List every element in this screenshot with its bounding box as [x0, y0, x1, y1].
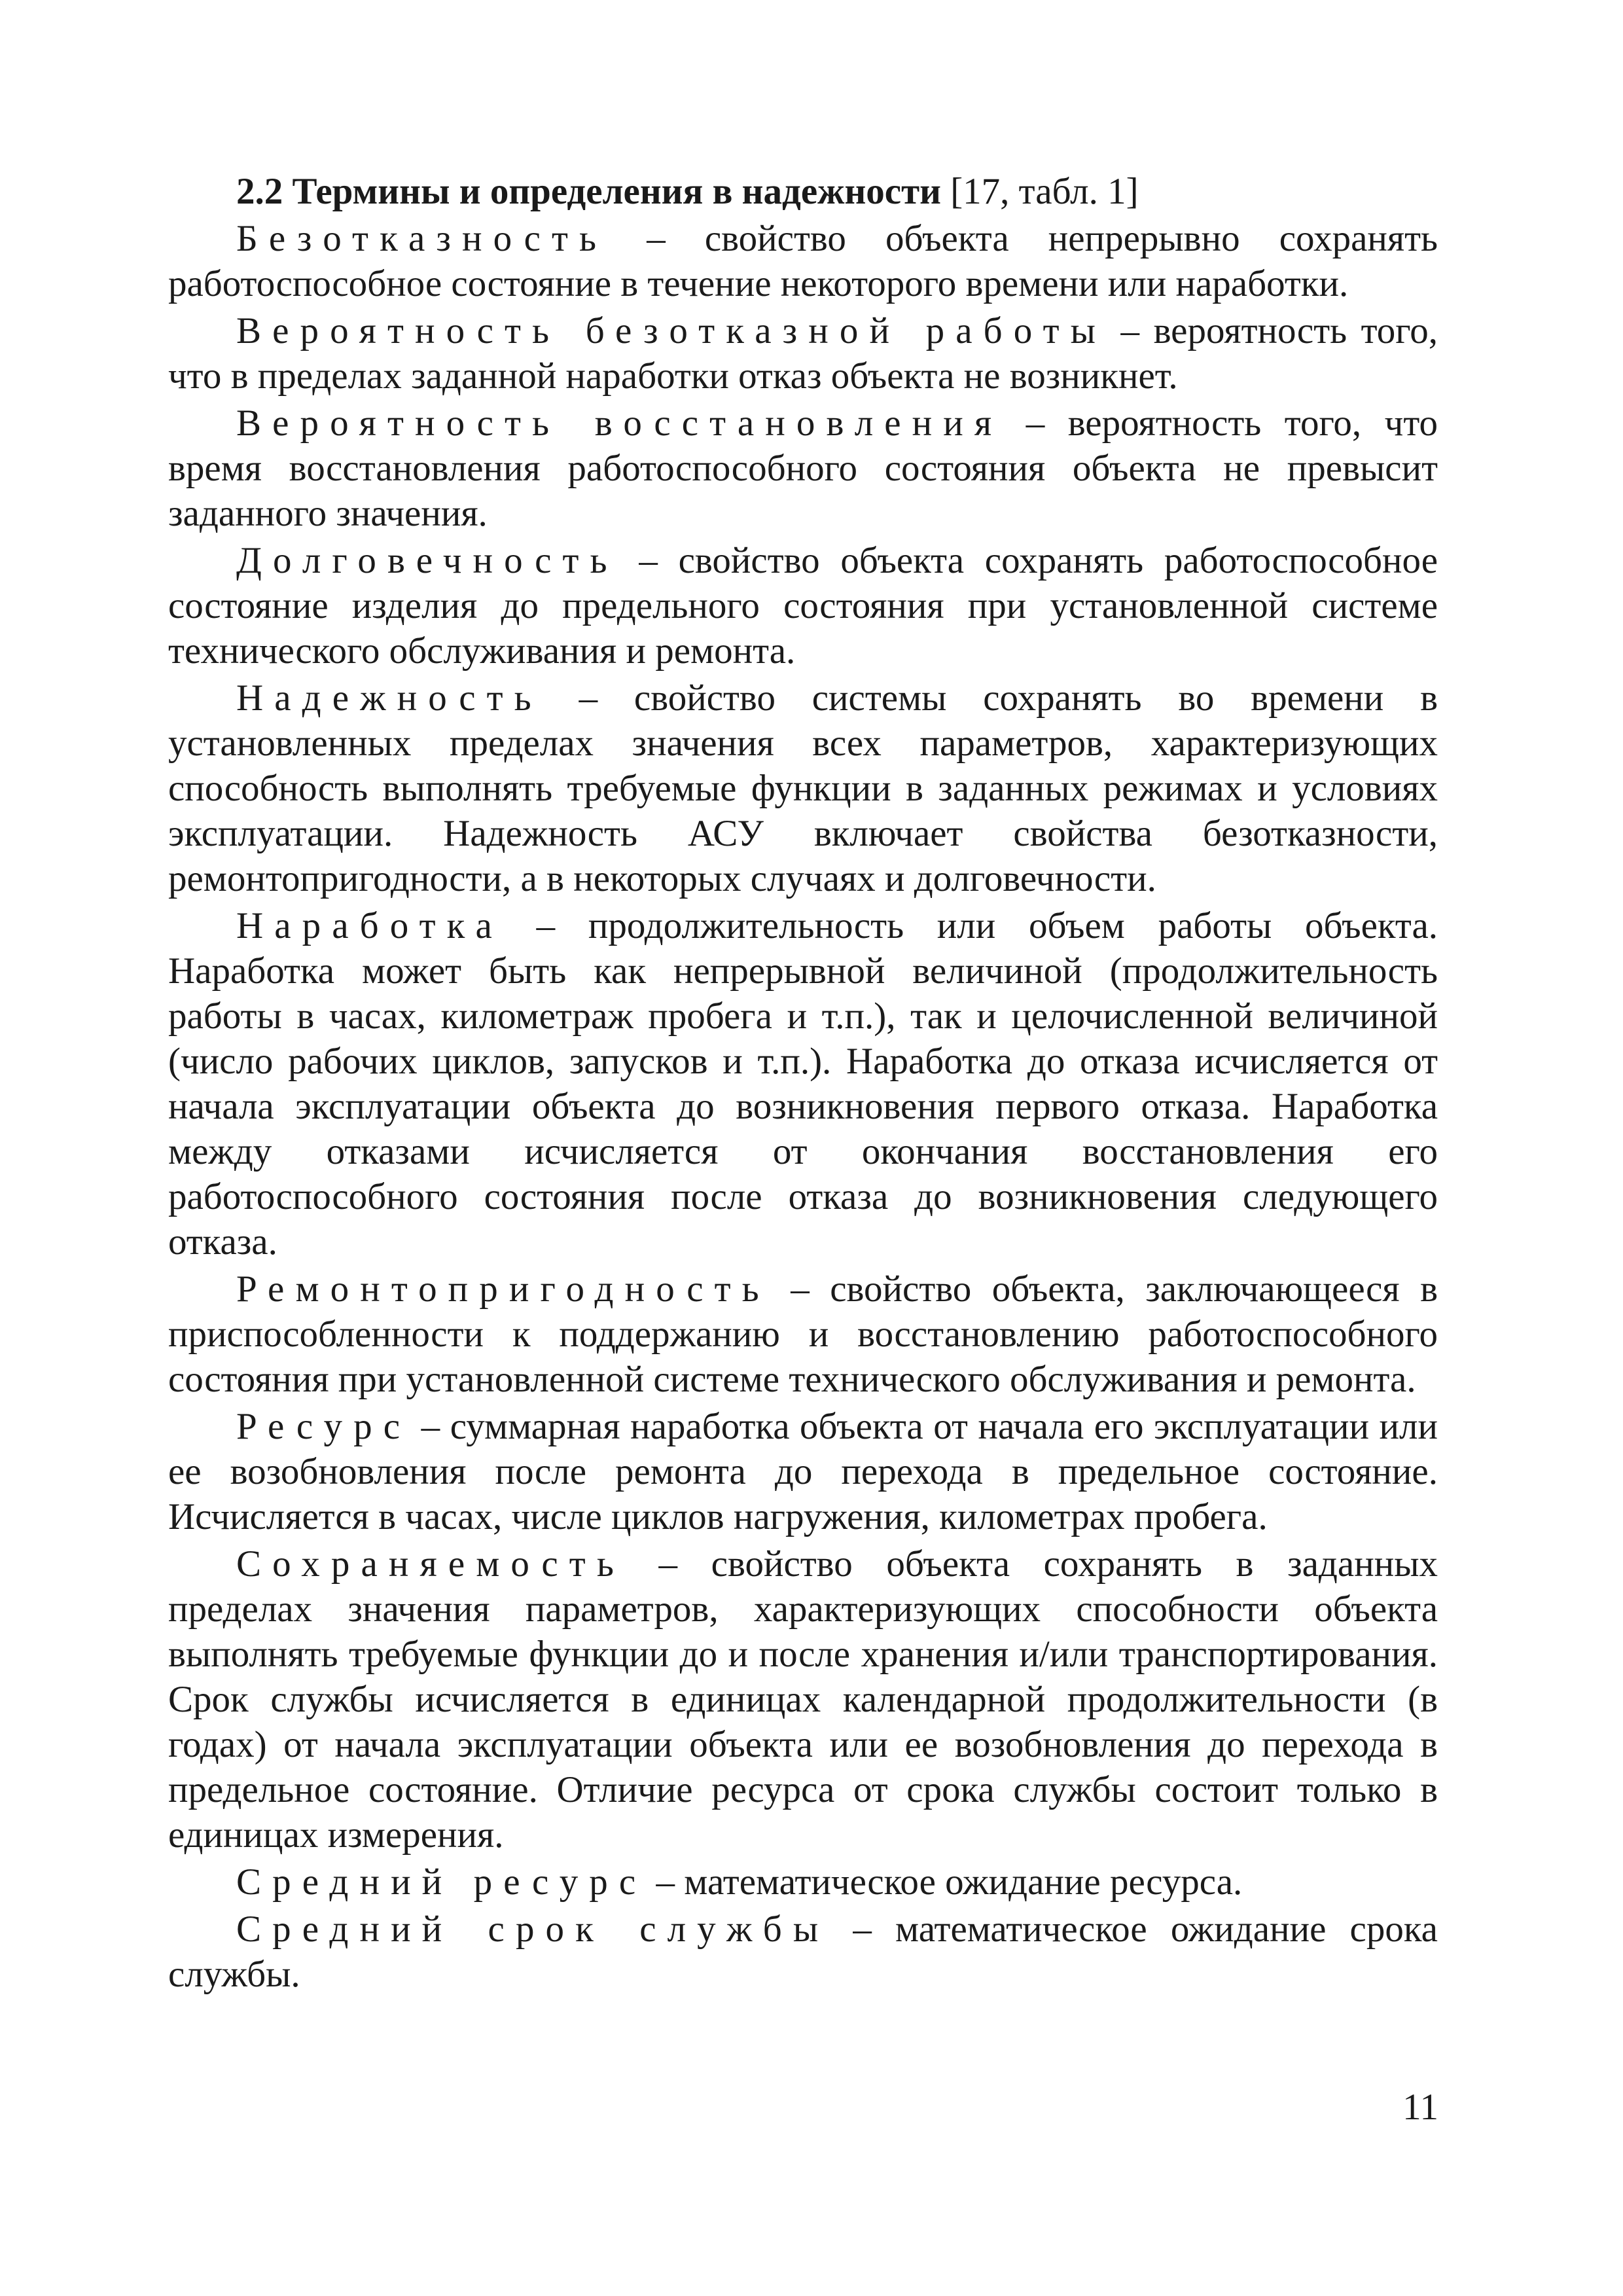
definition-paragraph: [168, 538, 1438, 673]
definition-paragraph: [168, 1907, 1438, 1997]
definition-text: – свойство объекта, заключающееся в приспособленности к поддержанию и восстановлению работоспособного состояния при установленной системе технического обслуживания и ремонта.: [168, 1268, 1438, 1400]
definition-paragraph: [168, 1266, 1438, 1402]
definition-term: Надежность: [236, 677, 543, 719]
section-reference: [17, табл. 1]: [950, 171, 1139, 212]
definition-term: Средний срок службы: [236, 1909, 830, 1950]
page-content: [168, 169, 1438, 1999]
section-title: 2.2 Термины и определения в надежности: [236, 171, 941, 212]
definition-term: Вероятность восстановления: [236, 403, 1003, 444]
definition-term: Ремонтопригодность: [236, 1268, 770, 1310]
definition-text: – свойство системы сохранять во времени в установленных пределах значения всех параметров, характеризующих способность выполнять требуемые функции в заданных режимах и условиях эксплуатации. Надежность АСУ включает свойства безотказности, ремонтопригодности, а в некоторых случаях и долговечности.: [168, 677, 1438, 899]
definition-text: – математическое ожидание ресурса.: [647, 1861, 1243, 1903]
definition-text: – продолжительность или объем работы объекта. Наработка может быть как непрерывной величиной (продолжительность работы в часах, километраж пробега и т.п.), так и целочисленной величиной (число рабочих циклов, запусков и т.п.). Наработка до отказа исчисляется от начала эксплуатации объекта до возникновения первого отказа. Наработка между отказами исчисляется от окончания восстановления его работоспособного состояния после отказа до возникновения следующего отказа.: [168, 905, 1438, 1263]
definition-text: – вероятность того, что время восстановления работоспособного состояния объекта не превысит заданного значения.: [168, 403, 1438, 534]
definition-paragraph: [168, 1404, 1438, 1539]
definition-term: Безотказность: [236, 218, 608, 259]
definition-term: Ресурс: [236, 1406, 412, 1447]
definition-term: Вероятность безотказной работы: [236, 310, 1107, 351]
definition-term: Средний ресурс: [236, 1861, 647, 1903]
definition-text: – свойство объекта сохранять в заданных пределах значения параметров, характеризующих способности объекта выполнять требуемые функции до и после хранения и/или транспортирования. Срок службы исчисляется в единицах календарной продолжительности (в годах) от начала эксплуатации объекта или ее возобновления до перехода в предельное состояние. Отличие ресурса от срока службы состоит только в единицах измерения.: [168, 1543, 1438, 1856]
definition-text: – математическое ожидание срока службы.: [168, 1909, 1438, 1995]
definition-text: – вероятность того, что в пределах заданной наработки отказ объекта не возникнет.: [168, 310, 1438, 397]
definition-text: – свойство объекта непрерывно сохранять работоспособное состояние в течение некоторого времени или наработки.: [168, 218, 1438, 304]
page-number: 11: [1402, 2087, 1438, 2128]
definition-text: – суммарная наработка объекта от начала его эксплуатации или ее возобновления после ремонта до перехода в предельное состояние. Исчисляется в часах, числе циклов нагружения, километрах пробега.: [168, 1406, 1438, 1537]
definition-term: Долговечность: [236, 540, 618, 581]
definition-paragraph: [168, 216, 1438, 306]
definition-term: Сохраняемость: [236, 1543, 625, 1585]
definition-paragraph: [168, 903, 1438, 1265]
definition-paragraph: [168, 675, 1438, 901]
definition-text: – свойство объекта сохранять работоспособное состояние изделия до предельного состояния при установленной системе технического обслуживания и ремонта.: [168, 540, 1438, 672]
definition-paragraph: [168, 1859, 1438, 1905]
definition-paragraph: [168, 308, 1438, 399]
definition-paragraph: [168, 1541, 1438, 1857]
definition-paragraph: [168, 401, 1438, 536]
section-heading: [168, 169, 1438, 214]
definition-term: Наработка: [236, 905, 503, 946]
